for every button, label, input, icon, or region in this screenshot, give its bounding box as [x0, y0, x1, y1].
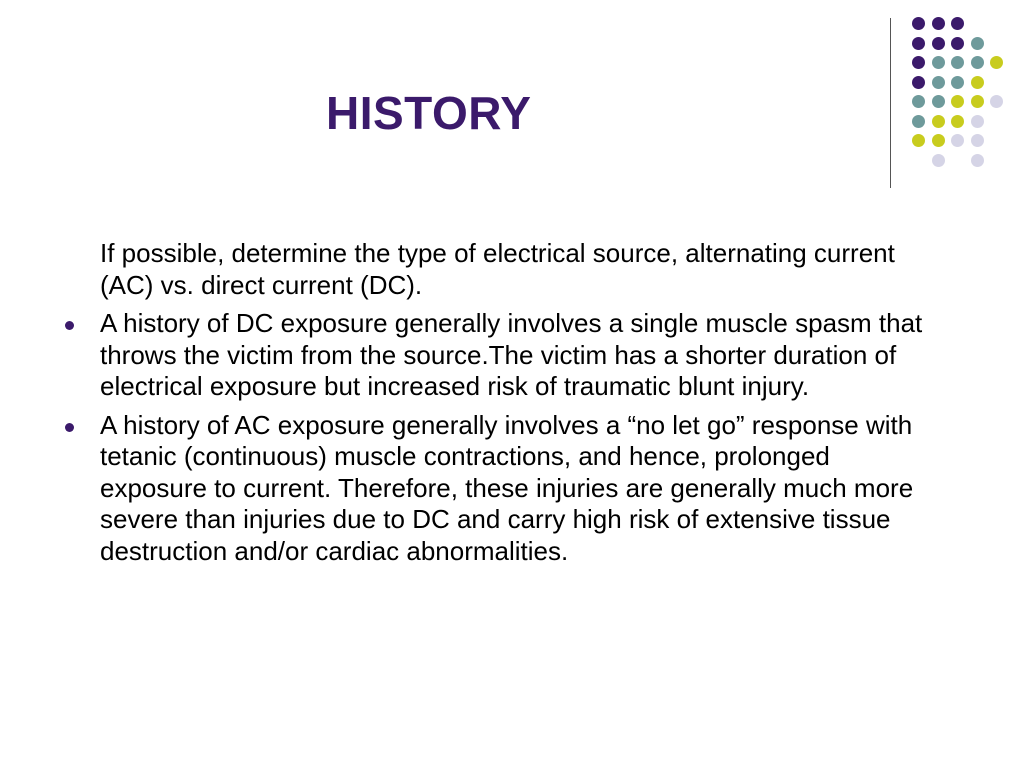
decorative-dot — [932, 154, 945, 167]
decorative-dot — [912, 134, 925, 147]
decorative-dot — [951, 76, 964, 89]
slide-title: HISTORY — [326, 87, 532, 139]
decorative-dot — [912, 17, 925, 30]
decorative-dot — [951, 37, 964, 50]
decorative-dot — [951, 115, 964, 128]
decorative-dot — [912, 115, 925, 128]
decorative-dot — [951, 95, 964, 108]
paragraph-text: A history of DC exposure generally involves a single muscle spasm that throws the victim from the source.The victim has a shorter duration of electrical exposure but increased risk of traumatic blunt injury. — [100, 308, 923, 401]
decorative-dot — [912, 95, 925, 108]
decorative-dot — [971, 37, 984, 50]
decorative-dot — [932, 76, 945, 89]
decorative-dot — [971, 115, 984, 128]
decorative-dot — [971, 154, 984, 167]
decorative-dot — [932, 95, 945, 108]
decorative-dot — [912, 56, 925, 69]
decorative-dot — [951, 134, 964, 147]
paragraph-text: If possible, determine the type of electrical source, alternating current (AC) vs. direct current (DC). — [100, 238, 895, 300]
decorative-dot — [971, 76, 984, 89]
decorative-dot — [932, 134, 945, 147]
decorative-dot — [912, 76, 925, 89]
bullet-item-dc — [64, 308, 944, 403]
decorative-dot — [990, 95, 1003, 108]
paragraph-text: A history of AC exposure generally involves a “no let go” response with tetanic (continuous) muscle contractions, and hence, prolonged exposure to current. Therefore, these injuries are generally much more severe than injuries due to DC and carry high risk of extensive tissue destruction and/or cardiac abnormalities. — [100, 409, 914, 566]
bullet-dot-icon — [64, 308, 100, 339]
bullet-dot-icon — [64, 410, 100, 441]
decorative-dot — [971, 95, 984, 108]
vertical-divider — [890, 18, 891, 188]
decorative-dot — [932, 56, 945, 69]
intro-paragraph — [64, 238, 944, 301]
decorative-dot — [990, 56, 1003, 69]
bullet-item-ac — [64, 410, 944, 568]
decorative-dot — [932, 115, 945, 128]
decorative-dot — [971, 56, 984, 69]
decorative-dot — [971, 134, 984, 147]
decorative-dot — [932, 17, 945, 30]
decorative-dot — [912, 37, 925, 50]
decorative-dot — [932, 37, 945, 50]
decorative-dot — [951, 17, 964, 30]
decorative-dot — [951, 56, 964, 69]
slide-body — [64, 238, 944, 574]
